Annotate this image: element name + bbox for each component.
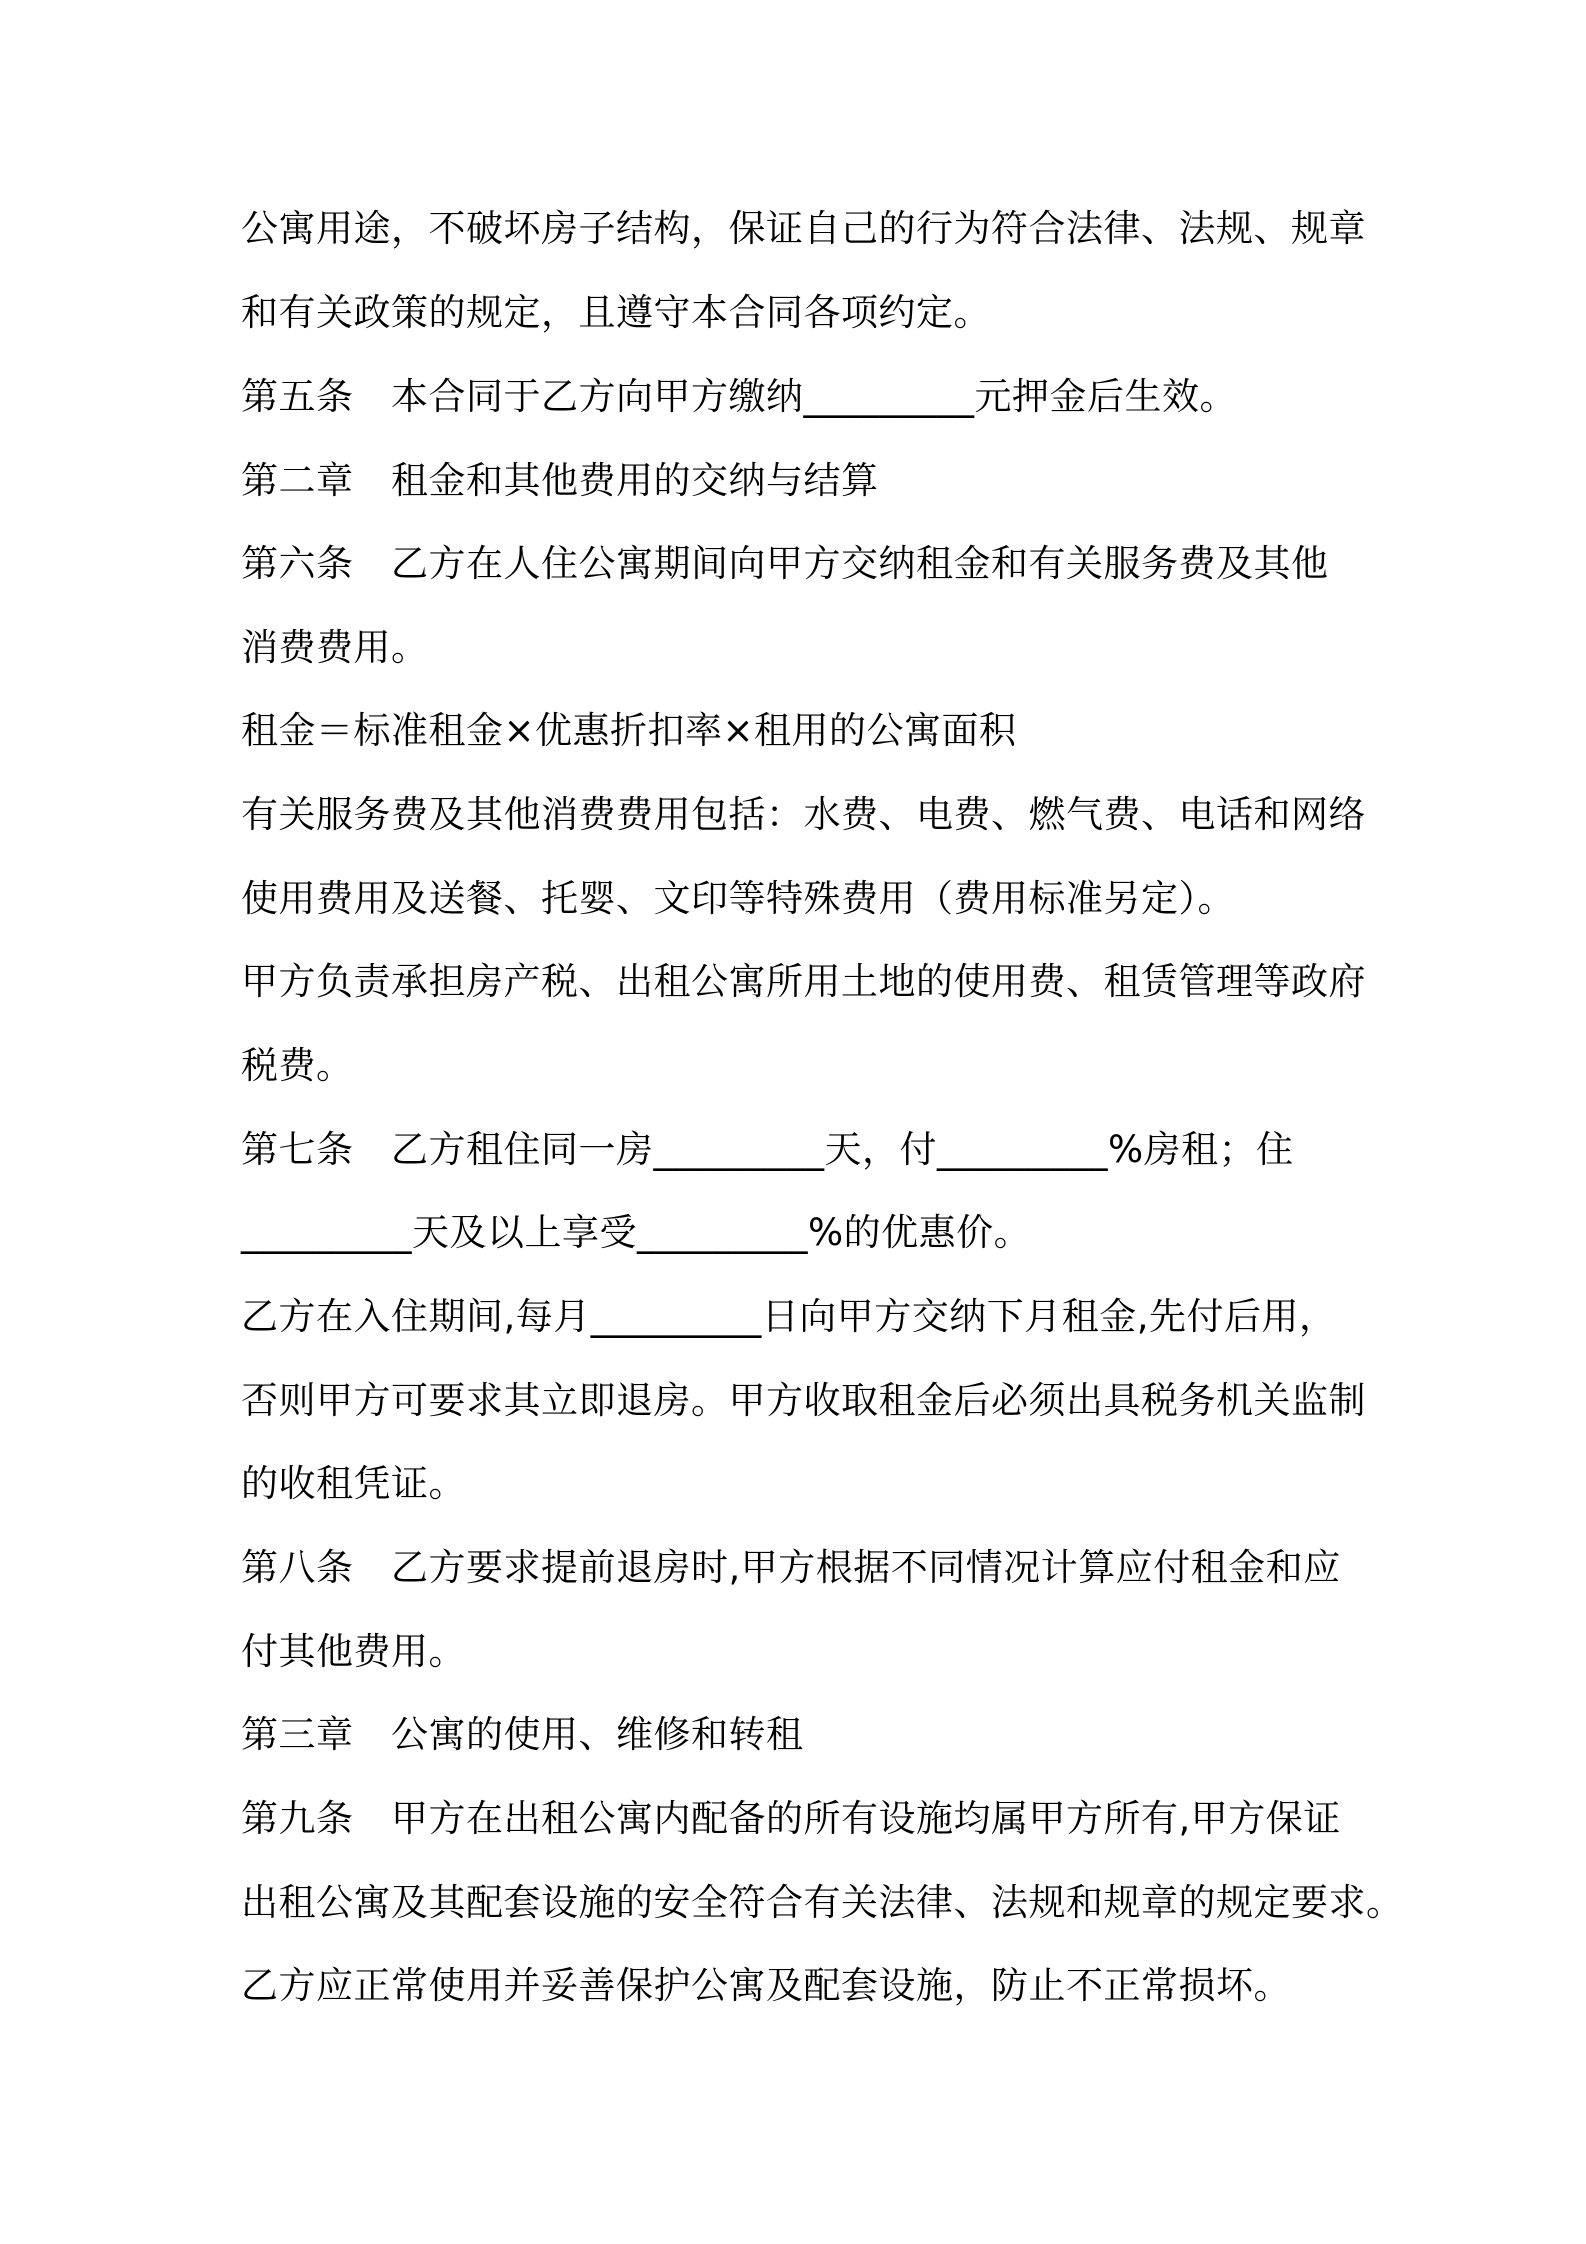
article-5: 第五条 本合同于乙方向甲方缴纳_________元押金后生效。 [241,375,1237,418]
text-line: 的收租凭证。 [241,1462,466,1505]
article-7: 第七条 乙方租住同一房_________天，付_________%房租；住 [241,1128,1294,1171]
rent-formula: 租金＝标准租金×优惠折扣率×租用的公寓面积 [241,709,1017,752]
text-line: 乙方应正常使用并妥善保护公寓及配套设施，防止不正常损坏。 [241,1964,1291,2007]
text-line: 甲方负责承担房产税、出租公寓所用土地的使用费、租赁管理等政府 [241,960,1366,1003]
article-6: 第六条 乙方在人住公寓期间向甲方交纳租金和有关服务费及其他 [241,542,1329,585]
text-line: _________天及以上享受_________%的优惠价。 [241,1211,1032,1254]
text-line: 有关服务费及其他消费费用包括：水费、电费、燃气费、电话和网络 [241,793,1366,836]
article-8: 第八条 乙方要求提前退房时,甲方根据不同情况计算应付租金和应 [241,1546,1341,1589]
chapter-2-heading: 第二章 租金和其他费用的交纳与结算 [241,459,879,502]
text-line: 税费。 [241,1044,354,1087]
text-line: 和有关政策的规定，且遵守本合同各项约定。 [241,291,991,334]
text-line: 公寓用途，不破坏房子结构，保证自己的行为符合法律、法规、规章 [241,207,1366,250]
text-line: 使用费用及送餐、托婴、文印等特殊费用（费用标准另定）。 [241,877,1235,920]
chapter-3-heading: 第三章 公寓的使用、维修和转租 [241,1713,804,1756]
text-line: 付其他费用。 [241,1630,466,1673]
text-line: 出租公寓及其配套设施的安全符合有关法律、法规和规章的规定要求。 [241,1881,1404,1924]
text-line: 消费费用。 [241,626,429,669]
article-9: 第九条 甲方在出租公寓内配备的所有设施均属甲方所有,甲方保证 [241,1797,1341,1840]
text-line: 否则甲方可要求其立即退房。甲方收取租金后必须出具税务机关监制 [241,1379,1366,1422]
text-line: 乙方在入住期间,每月_________日向甲方交纳下月租金,先付后用， [241,1295,1337,1338]
